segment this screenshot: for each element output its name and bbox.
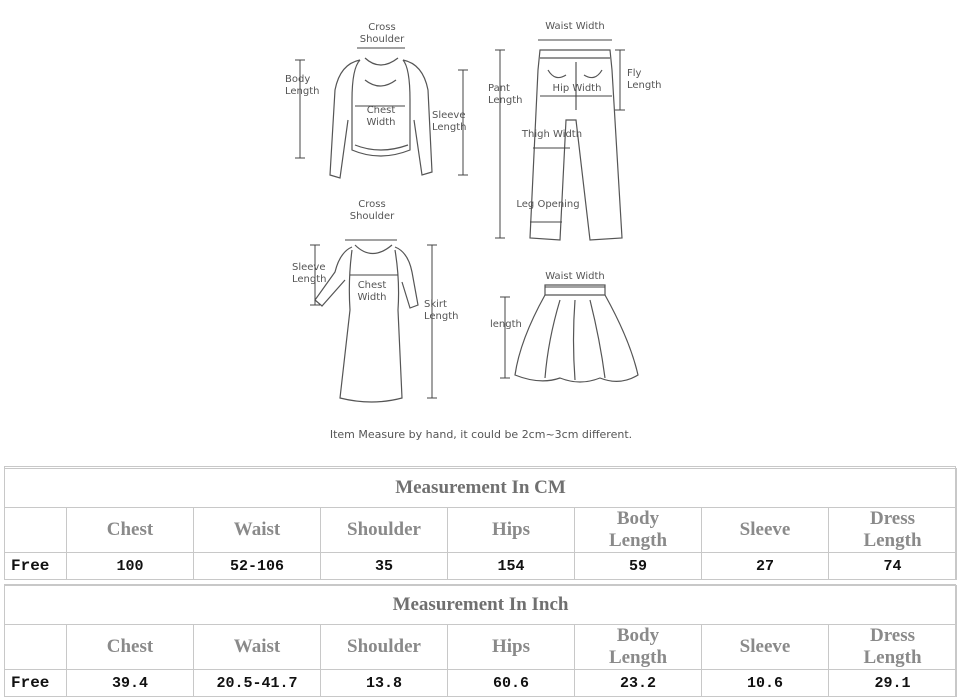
cm-header-cell: Chest (67, 508, 194, 553)
sweater-cross-shoulder-label: Cross Shoulder (359, 22, 405, 45)
cm-value-cell: 74 (829, 553, 957, 580)
dress-cross-shoulder-label: Cross Shoulder (349, 199, 395, 222)
cm-table (4, 468, 957, 580)
cm-value-cell: 154 (448, 553, 575, 580)
pants-sketch (530, 50, 622, 240)
cm-value-cell: 27 (702, 553, 829, 580)
inch-value-cell: 23.2 (575, 670, 702, 697)
inch-header-cell: Sleeve (702, 625, 829, 670)
pant-waist-width-label: Waist Width (545, 21, 605, 32)
inch-table-caption: Measurement In Inch (5, 586, 957, 625)
inch-value-cell: 39.4 (67, 670, 194, 697)
pant-hip-width-label: Hip Width (552, 83, 602, 94)
inch-value-cell: 60.6 (448, 670, 575, 697)
skirt-length-label: length (490, 319, 522, 330)
pant-fly-length-label: Fly Length (627, 68, 662, 91)
inch-header-row (5, 625, 957, 670)
inch-table (4, 585, 957, 697)
sweater-sleeve-length-label: Sleeve Length (432, 110, 467, 133)
inch-value-cell: 10.6 (702, 670, 829, 697)
cm-header-cell: Hips (448, 508, 575, 553)
pant-leg-opening-label: Leg Opening (516, 199, 580, 210)
inch-value-cell: 20.5-41.7 (194, 670, 321, 697)
skirt-sketch (515, 285, 638, 382)
cm-value-cell: 35 (321, 553, 448, 580)
cm-header-cell: Waist (194, 508, 321, 553)
cm-value-row (5, 553, 957, 580)
inch-header-cell: Dress Length (829, 625, 957, 670)
cm-header-cell: Shoulder (321, 508, 448, 553)
sweater-body-length-label: Body Length (285, 74, 320, 97)
inch-row-label: Free (5, 670, 67, 697)
cm-value-cell: 52-106 (194, 553, 321, 580)
cm-header-cell: Sleeve (702, 508, 829, 553)
inch-header-cell: Hips (448, 625, 575, 670)
pant-length-label: Pant Length (488, 83, 523, 106)
sweater-chest-width-label: Chest Width (366, 105, 396, 128)
inch-value-cell: 29.1 (829, 670, 957, 697)
measure-note: Item Measure by hand, it could be 2cm~3cm different. (329, 428, 633, 441)
dress-skirt-length-label: Skirt Length (424, 299, 459, 322)
skirt-waist-width-label: Waist Width (545, 271, 605, 282)
cm-table-caption: Measurement In CM (5, 469, 957, 508)
cm-header-cell: Body Length (575, 508, 702, 553)
cm-row-label: Free (5, 553, 67, 580)
cm-header-cell (5, 508, 67, 553)
cm-value-cell: 100 (67, 553, 194, 580)
inch-header-cell (5, 625, 67, 670)
cm-value-cell: 59 (575, 553, 702, 580)
dress-chest-width-label: Chest Width (357, 280, 387, 303)
inch-header-cell: Chest (67, 625, 194, 670)
inch-header-cell: Shoulder (321, 625, 448, 670)
cm-header-cell: Dress Length (829, 508, 957, 553)
inch-header-cell: Body Length (575, 625, 702, 670)
inch-value-cell: 13.8 (321, 670, 448, 697)
cm-header-row (5, 508, 957, 553)
dress-sleeve-length-label: Sleeve Length (292, 262, 327, 285)
pant-thigh-width-label: Thigh Width (521, 129, 583, 140)
inch-header-cell: Waist (194, 625, 321, 670)
inch-value-row (5, 670, 957, 697)
